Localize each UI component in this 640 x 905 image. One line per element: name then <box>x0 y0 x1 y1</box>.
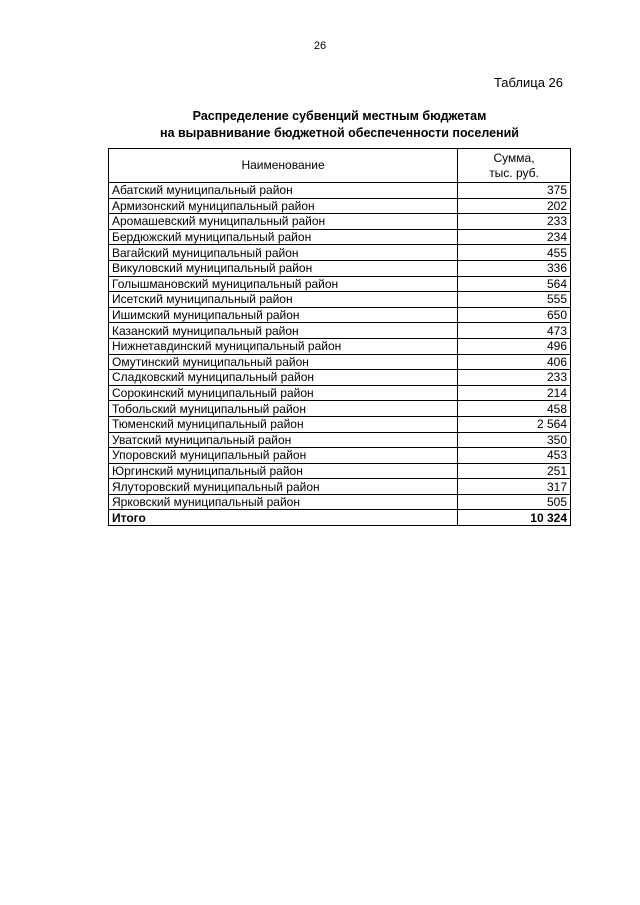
row-sum-cell: 496 <box>458 338 571 354</box>
row-sum-cell: 350 <box>458 432 571 448</box>
table-row <box>109 432 571 448</box>
table-row <box>109 479 571 495</box>
table-row <box>109 338 571 354</box>
table-row <box>109 494 571 510</box>
table-row <box>109 183 571 199</box>
table-row <box>109 385 571 401</box>
table-row <box>109 276 571 292</box>
row-sum-cell: 564 <box>458 276 571 292</box>
document-title-line-2: на выравнивание бюджетной обеспеченности поселений <box>160 126 519 140</box>
row-sum-cell: 453 <box>458 448 571 464</box>
row-name-cell: Голышмановский муниципальный район <box>109 276 458 292</box>
table-row <box>109 401 571 417</box>
row-name-cell: Нижнетавдинский муниципальный район <box>109 338 458 354</box>
total-name-cell: Итого <box>109 510 458 526</box>
row-sum-cell: 505 <box>458 494 571 510</box>
row-sum-cell: 336 <box>458 260 571 276</box>
table-header-row <box>109 149 571 183</box>
total-row <box>109 510 571 526</box>
table-row <box>109 323 571 339</box>
table-label: Таблица 26 <box>493 75 563 90</box>
row-sum-cell: 214 <box>458 385 571 401</box>
header-sum-line-1: Сумма, <box>493 150 535 165</box>
row-name-cell: Армизонский муниципальный район <box>109 198 458 214</box>
page-number: 26 <box>313 40 327 52</box>
row-name-cell: Исетский муниципальный район <box>109 292 458 308</box>
row-sum-cell: 234 <box>458 229 571 245</box>
row-name-cell: Тобольский муниципальный район <box>109 401 458 417</box>
header-sum <box>458 149 571 183</box>
row-sum-cell: 455 <box>458 245 571 261</box>
row-name-cell: Вагайский муниципальный район <box>109 245 458 261</box>
header-name: Наименование <box>109 149 458 183</box>
document-title-line-1: Распределение субвенций местным бюджетам <box>192 109 487 123</box>
row-name-cell: Сладковский муниципальный район <box>109 370 458 386</box>
row-sum-cell: 317 <box>458 479 571 495</box>
table-body <box>109 183 571 526</box>
row-sum-cell: 233 <box>458 370 571 386</box>
row-name-cell: Упоровский муниципальный район <box>109 448 458 464</box>
table-row <box>109 416 571 432</box>
table-row <box>109 260 571 276</box>
row-name-cell: Ярковский муниципальный район <box>109 494 458 510</box>
row-sum-cell: 473 <box>458 323 571 339</box>
row-sum-cell: 650 <box>458 307 571 323</box>
row-name-cell: Аромашевский муниципальный район <box>109 214 458 230</box>
row-name-cell: Ялуторовский муниципальный район <box>109 479 458 495</box>
table-row <box>109 370 571 386</box>
row-name-cell: Абатский муниципальный район <box>109 183 458 199</box>
table-row <box>109 307 571 323</box>
row-name-cell: Сорокинский муниципальный район <box>109 385 458 401</box>
row-name-cell: Ишимский муниципальный район <box>109 307 458 323</box>
row-name-cell: Казанский муниципальный район <box>109 323 458 339</box>
row-sum-cell: 251 <box>458 463 571 479</box>
row-sum-cell: 202 <box>458 198 571 214</box>
table-row <box>109 448 571 464</box>
row-name-cell: Омутинский муниципальный район <box>109 354 458 370</box>
table-row <box>109 354 571 370</box>
row-name-cell: Уватский муниципальный район <box>109 432 458 448</box>
table-row <box>109 214 571 230</box>
table-row <box>109 245 571 261</box>
row-sum-cell: 555 <box>458 292 571 308</box>
table-row <box>109 198 571 214</box>
row-sum-cell: 233 <box>458 214 571 230</box>
row-name-cell: Юргинский муниципальный район <box>109 463 458 479</box>
table-row <box>109 229 571 245</box>
row-sum-cell: 406 <box>458 354 571 370</box>
total-sum-cell: 10 324 <box>458 510 571 526</box>
table-row <box>109 292 571 308</box>
header-sum-line-2: тыс. руб. <box>489 165 539 180</box>
table-row <box>109 463 571 479</box>
subvention-table <box>108 148 571 526</box>
row-name-cell: Викуловский муниципальный район <box>109 260 458 276</box>
row-sum-cell: 2 564 <box>458 416 571 432</box>
row-sum-cell: 458 <box>458 401 571 417</box>
row-sum-cell: 375 <box>458 183 571 199</box>
document-title <box>108 108 571 142</box>
row-name-cell: Тюменский муниципальный район <box>109 416 458 432</box>
row-name-cell: Бердюжский муниципальный район <box>109 229 458 245</box>
